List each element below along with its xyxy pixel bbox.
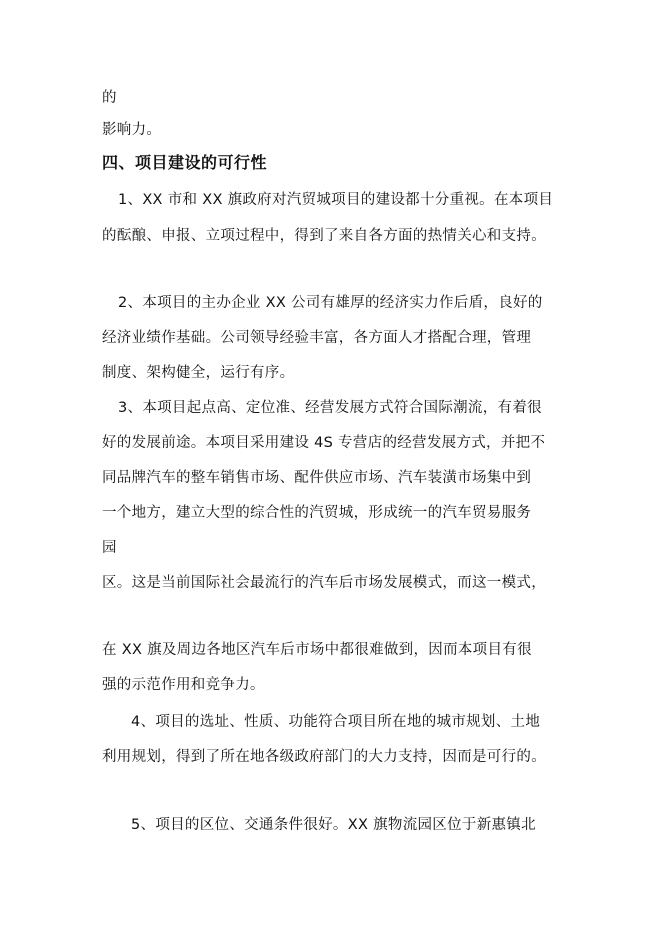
paragraph-3-line: 强的示范作用和竞争力。: [102, 677, 265, 693]
paragraph-3-line: 好的发展前途。本项目采用建设 4S 专营店的经营发展方式，并把不: [102, 435, 546, 451]
paragraph-2-line: 经济业绩作基础。公司领导经验丰富，各方面人才搭配合理，管理: [102, 330, 532, 346]
paragraph-2-line: 制度、架构健全，运行有序。: [102, 365, 295, 381]
paragraph-2-line: 2、本项目的主办企业 XX 公司有雄厚的经济实力作后盾，良好的: [118, 295, 543, 311]
paragraph-3-line: 区。这是当前国际社会最流行的汽车后市场发展模式，而这一模式，: [102, 575, 546, 591]
paragraph-3-line: 在 XX 旗及周边各地区汽车后市场中都很难做到，因而本项目有很: [102, 642, 532, 658]
paragraph-1-line: 1、XX 市和 XX 旗政府对汽贸城项目的建设都十分重视。在本项目: [118, 192, 554, 208]
paragraph-3-line: 园: [102, 540, 117, 556]
paragraph-1-line: 的酝酿、申报、立项过程中，得到了来自各方面的热情关心和支持。: [102, 228, 546, 244]
paragraph-5-line: 5、项目的区位、交通条件很好。XX 旗物流园区位于新惠镇北: [131, 817, 536, 833]
text-line: 的: [102, 90, 117, 106]
paragraph-3-line: 同品牌汽车的整车销售市场、配件供应市场、汽车装潢市场集中到: [102, 470, 532, 486]
paragraph-3-line: 3、本项目起点高、定位准、经营发展方式符合国际潮流，有着很: [118, 400, 542, 416]
paragraph-4-line: 4、项目的选址、性质、功能符合项目所在地的城市规划、土地: [131, 714, 541, 730]
paragraph-3-line: 一个地方，建立大型的综合性的汽贸城，形成统一的汽车贸易服务: [102, 505, 532, 521]
section-heading: 四、项目建设的可行性: [102, 153, 268, 172]
paragraph-4-line: 利用规划，得到了所在地各级政府部门的大力支持，因而是可行的。: [102, 749, 546, 765]
text-line: 影响力。: [102, 122, 162, 138]
